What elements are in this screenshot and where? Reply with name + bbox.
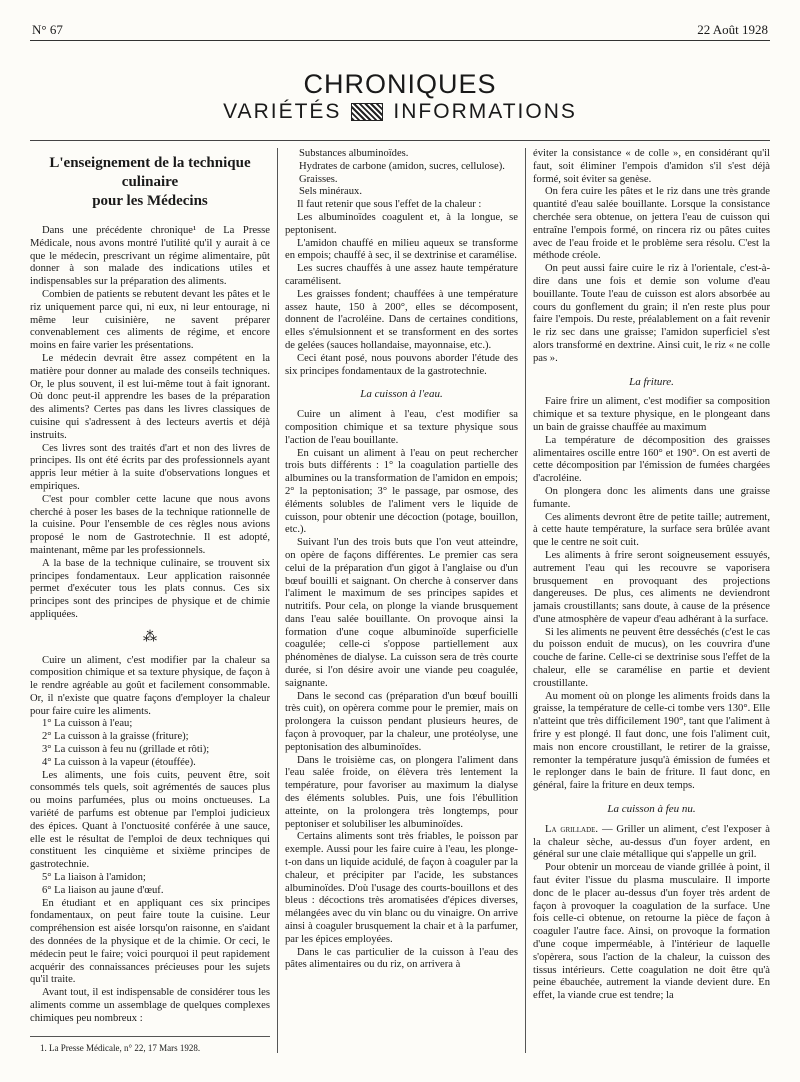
paragraph: Dans une précédente chronique¹ de La Presse Médicale, nous avons montré l'utilité qu'il y aurait à ce que le médecin, prescrivant un régime alimentaire, pût donner à son malade des indications utiles et indispensables sur la préparation des aliments. xyxy=(30,225,270,288)
paragraph: Ces livres sont des traités d'art et non des livres de principes. Ils ont été écrits par des professionnels ayant appris leur métier à la suite d'observations longues et empiriques. xyxy=(30,442,270,492)
paragraph: Les aliments à frire seront soigneusement essuyés, autrement l'eau qui les recouvre se vaporisera brusquement en provoquant des projections dangereuses. De plus, ces aliments ne deviendront jamais croustillants; sans doute, à cause de la présence d'une atmosphère de vapeur d'eau adhérant à la surface. xyxy=(533,549,770,625)
column-divider xyxy=(277,148,278,1053)
paragraph: éviter la consistance « de colle », en considérant qu'il faut, soit éliminer l'empois d'amidon s'il s'est déjà formé, soit éviter sa genèse. xyxy=(533,148,770,185)
masthead-line2 xyxy=(0,100,800,124)
paragraph: C'est pour combler cette lacune que nous avons cherché à poser les bases de la technique rationnelle de la cuisine. Pour l'ensemble de ces règles nous avions proposé le nom de Gastrotechnie. Il est adopté, maintenant, même par les professionnels. xyxy=(30,493,270,556)
list-item: 2° La cuisson à la graisse (friture); xyxy=(42,731,189,743)
paragraph: L'amidon chauffé en milieu aqueux se transforme en empois; chauffé à sec, il se dextrinise et caramélise. xyxy=(285,237,518,262)
paragraph: Les graisses fondent; chauffées à une température assez haute, 150 à 200°, elles se décomposent, donnent de l'acroléine. Dans de certaines conditions, elles s'émulsionnent et se transforment en des sortes de gelées (sauces hollandaise, mayonnaise, etc.). xyxy=(285,288,518,351)
paragraph: Les sucres chauffés à une assez haute température caramélisent. xyxy=(285,263,518,287)
paragraph: En étudiant et en appliquant ces six principes fondamentaux, on peut faire toute la cuisine. Leur compréhension est aisée lorsqu'on raisonne, en s'aidant des données de la physique et de la chimie. Or ceci, le médecin peut le faire; voici pourquoi il peut rapidement acquérir des connaissances précieuses pour les sujets qu'il traite. xyxy=(30,897,270,986)
list-item: 3° La cuisson à feu nu (grillade et rôti); xyxy=(42,744,210,756)
paragraph: Cuire un aliment à l'eau, c'est modifier sa composition chimique et sa texture physique sous l'action de l'eau bouillante. xyxy=(285,409,518,446)
list-item: 6° La liaison au jaune d'œuf. xyxy=(42,884,164,896)
paragraph: Le médecin devrait être assez compétent en la matière pour donner au malade des conseils techniques. Or, le plus souvent, il est lui-même tout à fait ignorant. Où donc peut-il apprendre les bases de la préparation des aliments? Certes pas dans les livres classiques de cuisine qui s'adressent à des lecteurs avertis et déjà instruits. xyxy=(30,352,270,441)
paragraph: On plongera donc les aliments dans une graisse fumante. xyxy=(533,485,770,510)
page-number: N° 67 xyxy=(32,22,63,37)
column-3 xyxy=(533,148,770,1058)
paragraph: Avant tout, il est indispensable de considérer tous les aliments comme un assemblage de quelques complexes chimiques peu nombreux : xyxy=(30,987,270,1024)
list-item: 5° La liaison à l'amidon; xyxy=(42,872,146,884)
list-item: Substances albuminoïdes. xyxy=(299,148,409,159)
column-1 xyxy=(30,154,270,1064)
masthead-emblem-icon xyxy=(351,103,383,121)
list-item: Sels minéraux. xyxy=(299,186,362,198)
paragraph: Dans le second cas (préparation d'un bœuf bouilli très cuit), on opèrera comme pour le premier, mais on prolongera la cuisson pendant plusieurs heures, de façon à provoquer, par la chaleur, une protéolyse, une peptonisation des albuminoïdes. xyxy=(285,690,518,753)
paragraph: Si les aliments ne peuvent être desséchés (c'est le cas du poisson enduit de mucus), on les couvrira d'une couche de farine. Celle-ci se dextrinise sous l'effet de la chaleur, elle se caramélise en partie et devient croustillante. xyxy=(533,626,770,689)
paragraph: En cuisant un aliment à l'eau on peut rechercher trois buts différents : 1° la coagulation partielle des albumines ou la transformation de l'amidon en empois; 2° la peptonisation; 3° le passage, par osmose, des éléments solubles de l'aliment vers le liquide de cuisson, pour obtenir une décoction (potage, bouillon, etc.). xyxy=(285,447,518,536)
list-item: Graisses. xyxy=(299,173,338,185)
masthead-varietes: VARIÉTÉS xyxy=(223,100,342,123)
column-divider xyxy=(525,148,526,1053)
paragraph: Au moment où on plonge les aliments froids dans la graisse, la température de celle-ci tombe vers 130°. Elle n'atteint que très difficilement 190°, tant que l'aliment à frire y est plongé. Il faut donc, une fois l'aliment cuit, mais non encore croustillant, le retirer de la graisse, remonter la température jusqu'à émission de fumées et le replonger dans le bain de friture. Il faut donc, en général, faire la friture en deux temps. xyxy=(533,690,770,792)
section-heading-eau: La cuisson à l'eau. xyxy=(360,388,443,401)
list-item: 1° La cuisson à l'eau; xyxy=(42,718,133,730)
article-title: L'enseignement de la technique culinaire pour les Médecins xyxy=(49,155,251,209)
footnote-rule xyxy=(30,1036,270,1037)
paragraph: Dans le cas particulier de la cuisson à l'eau des pâtes alimentaires ou du riz, on arrivera à xyxy=(285,946,518,971)
column-2 xyxy=(285,148,518,1058)
paragraph xyxy=(533,824,770,862)
paragraph: Suivant l'un des trois buts que l'on veut atteindre, on opère de façons différentes. Le premier cas sera celui de la préparation d'un gigot à l'anglaise ou d'un bœuf bouilli et saignant. On cherche à conserver dans l'aliment le maximum de ses principes sapides et nutritifs. Pour cela, on plonge la viande brusquement dans l'eau salée bouillante. On provoque ainsi la formation d'une coque albuminoïde superficielle coagulée; celle-ci s'oppose partiellement aux phénomènes de dialyse. La cuisson sera de très courte durée, si l'on désire avoir une viande peu coagulée, saignante. xyxy=(285,537,518,689)
paragraph: Faire frire un aliment, c'est modifier sa composition chimique et sa texture physique, en le plongeant dans un bain de graisse chauffée au maximum xyxy=(533,396,770,433)
list-item: Hydrates de carbone (amidon, sucres, cellulose). xyxy=(299,160,505,172)
paragraph: Cuire un aliment, c'est modifier par la chaleur sa composition chimique et sa texture physique, de façon à le rendre agréable au goût et facilement consommable. Or, il n'existe que quatre façons d'employer la chaleur pour faire cuire les aliments. xyxy=(30,654,270,717)
paragraph: La température de décomposition des graisses alimentaires oscille entre 160° et 190°. On est averti de cette décomposition par l'émission de fumées chargées d'acroléine. xyxy=(533,434,770,485)
section-heading-feu-nu: La cuisson à feu nu. xyxy=(607,803,696,816)
section-heading-friture: La friture. xyxy=(629,375,674,388)
article-columns xyxy=(30,148,770,1068)
paragraph: Ces aliments devront être de petite taille; autrement, à cette haute température, la surface sera brûlée avant que le centre ne soit cuit. xyxy=(533,511,770,549)
paragraph: On fera cuire les pâtes et le riz dans une très grande quantité d'eau salée bouillante. Lorsque la consistance cherchée sera obtenue, on jettera l'eau de cuisson qui entraîne l'empois formé, on rincera riz ou pâtes cuites avec de l'eau froide et le problème sera résolu. C'est la méthode créole. xyxy=(533,186,770,262)
paragraph: Combien de patients se rebutent devant les pâtes et le riz uniquement parce qui, ni eux, ni leur entourage, ni même leur cuisinière, ne savent préparer convenablement ces aliments de régime, et encore moins en faire varier les présentations. xyxy=(30,288,270,352)
grillade-label: La grillade. xyxy=(545,823,599,835)
grillade-text: — Griller un aliment, c'est l'exposer à la chaleur sèche, au-dessus d'un foyer ardent, en général sur une claie métallique qui s'appelle un gril. xyxy=(533,823,770,861)
paragraph: A la base de la technique culinaire, se trouvent six principes fondamentaux. Leur application raisonnée permet d'exécuter tous les plats connus. Ces six principes sont des principes de physique et de chimie appliquées. xyxy=(30,557,270,620)
footnote: 1. La Presse Médicale, n° 22, 17 Mars 1928. xyxy=(40,1042,201,1053)
col1-paragraphs xyxy=(30,225,270,622)
paragraph: Certains aliments sont très friables, le poisson par exemple. Aussi pour les faire cuire à l'eau, les plonge-t-on dans un liquide acidulé, de façon à coaguler par la chaleur, et précipiter par l'acide, les substances albuminoïdes. D'où l'usage des courts-bouillons et des bleus : décoctions très aromatisées d'épices diverses, mélangées avec du vin blanc ou du vinaigre. On arrive ainsi à coaguler brusquement la chair et à la parfumer, par les épices employées. xyxy=(285,831,518,945)
list-item: 4° La cuisson à la vapeur (étouffée). xyxy=(42,756,196,768)
paragraph: Les aliments, une fois cuits, peuvent être, soit consommés tels quels, soit agrémentés de sauces plus ou moins parfumées, plus ou moins onctueuses. La variété de parfums est obtenue par l'emploi judicieux des épices. Quant à l'onctuosité conférée à une sauce, elle est le résultat de l'emploi de deux techniques qui constituent les cinquième et sixième principes de gastrotechnie. xyxy=(30,769,270,871)
section-stars: ⁂ xyxy=(143,629,157,645)
paragraph: Ceci étant posé, nous pouvons aborder l'étude des six principes fondamentaux de la gastrotechnie. xyxy=(285,352,518,377)
issue-date: 22 Août 1928 xyxy=(697,22,768,37)
masthead-line1: CHRONIQUES xyxy=(303,69,497,99)
paragraph: Dans le troisième cas, on plongera l'aliment dans l'eau salée froide, on élèvera très lentement la température, pour favoriser au maximum la dialyse des éléments solubles. Puis, une fois l'ébullition atteinte, on la prolongera très longtemps, pour peptoniser et solubiliser les albuminoïdes. xyxy=(285,754,518,830)
masthead-rule xyxy=(30,140,770,141)
masthead xyxy=(0,70,800,124)
paragraph: Pour obtenir un morceau de viande grillée à point, il faut éviter l'issue du plasma musculaire. Il importe donc de le placer au-dessus d'un foyer très ardent de façon à provoquer la coagulation de la surface. Une fois celle-ci obtenue, on retourne la pièce de façon à coaguler l'autre face. Ainsi, on provoque la formation d'une coque imperméable, à l'intérieur de laquelle s'opèrera, sous l'action de la chaleur, la cuisson des tissus intérieurs. Cette coagulation ne doit être qu'à peine ébauchée, autrement la viande devient dure. En effet, la viande crue est tendre; la xyxy=(533,862,770,1002)
paragraph: On peut aussi faire cuire le riz à l'orientale, c'est-à-dire dans une fois et demie son volume d'eau bouillante. Toute l'eau de cuisson est alors absorbée au cours du gonflement du grain; il n'en reste plus pour faire l'empois. Du reste, préalablement on a fait revenir le riz sec dans une graisse; l'amidon superficiel s'est alors transformé en dextrine. Ainsi cuit, le riz « ne colle pas ». xyxy=(533,263,770,364)
paragraph: Il faut retenir que sous l'effet de la chaleur : xyxy=(297,199,482,211)
paragraph: Les albuminoïdes coagulent et, à la longue, se peptonisent. xyxy=(285,211,518,236)
masthead-informations: INFORMATIONS xyxy=(393,100,577,123)
header-rule xyxy=(30,40,770,41)
